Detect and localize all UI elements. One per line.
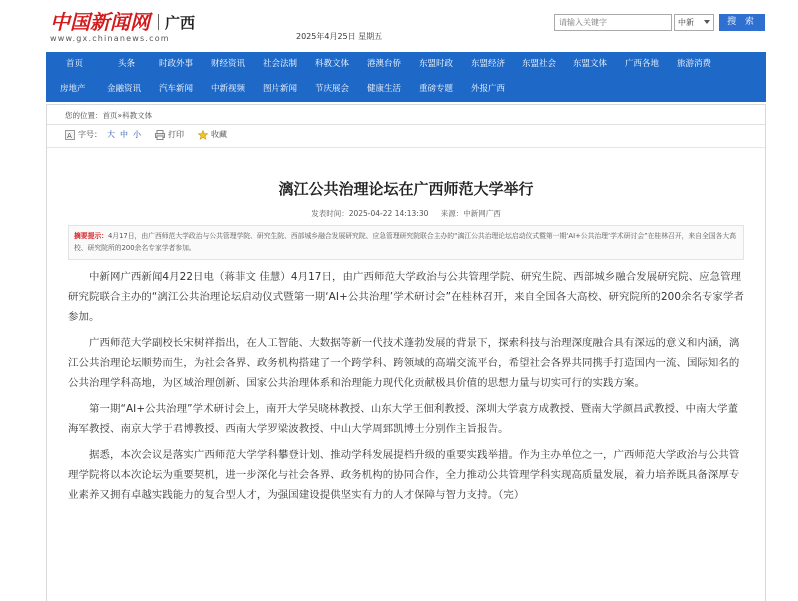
article-meta [47, 208, 765, 219]
nav-item[interactable]: 健康生活 [367, 84, 402, 94]
article-paragraph: 第一期“AI+公共治理”学术研讨会上，南开大学吴晓林教授、山东大学王佃利教授、深圳大学袁方成教授、暨南大学颜昌武教授、中南大学董海军教授、南京大学于君博教授、西南大学罗梁波教授、中山大学周郅凯博士分别作主旨报告。 [68, 403, 739, 435]
favorite-link[interactable]: 收藏 [211, 130, 227, 139]
article-paragraph: 据悉，本次会议是落实广西师范大学学科攀登计划、推动学科发展提档升级的重要实践举措。作为主办单位之一，广西师范大学政治与公共管理学院将以本次论坛为重要契机，进一步深化与社会各界、政务机构的协同合作，全力推动公共管理学科实现高质量发展，着力培养既具备深厚专业素养又拥有卓越实践能力的复合型人才，为强国建设提供坚实有力的人才保障与智力支持。（完） [68, 449, 740, 501]
search-button[interactable]: 搜 索 [719, 14, 765, 31]
logo-chinanews-text: 中国新闻网 [50, 10, 150, 34]
summary-label: 摘要提示： [74, 232, 108, 240]
article-paragraph: 广西师范大学副校长宋树祥指出，在人工智能、大数据等新一代技术蓬勃发展的背景下，探索科技与治理深度融合具有深远的意义和内涵，漓江公共治理论坛顺势而生，为社会各界、政务机构搭建了一个跨学科、跨领域的高端交流平台，希望社会各界共同携手打造国内一流、国际知名的公共治理学科高地，为区域治理创新、国家公共治理体系和治理能力现代化贡献极具价值的思想力量与切实可行的实践方案。 [68, 337, 740, 389]
site-header [0, 0, 798, 52]
nav-item[interactable]: 港澳台侨 [367, 59, 402, 69]
font-size-small-link[interactable]: 小 [133, 130, 141, 139]
logo-divider [158, 14, 159, 30]
font-size-icon [65, 130, 75, 140]
source-value: 中新网广西 [463, 209, 501, 218]
breadcrumb-separator: » [117, 111, 123, 120]
article-source [441, 209, 501, 218]
header-date: 2025年4月25日 星期五 [296, 32, 383, 41]
breadcrumb [65, 110, 152, 121]
nav-item[interactable]: 图片新闻 [263, 84, 298, 94]
source-label: 来源： [440, 209, 464, 218]
print-icon [155, 130, 165, 140]
nav-item[interactable]: 重磅专题 [419, 84, 454, 94]
font-size-medium-link[interactable]: 中 [120, 130, 128, 139]
nav-item[interactable]: 头条 [118, 59, 136, 69]
nav-item[interactable]: 首页 [66, 59, 84, 69]
breadcrumb-home-link[interactable]: 首页 [102, 111, 118, 120]
search-scope-value: 中新 [678, 18, 694, 27]
nav-item[interactable]: 东盟社会 [522, 59, 557, 69]
nav-item[interactable]: 广西各地 [625, 59, 660, 69]
font-size-label: 字号： [78, 130, 102, 139]
nav-row-2 [46, 77, 766, 102]
article-body [68, 267, 745, 511]
breadcrumb-section-link[interactable]: 科教文体 [122, 111, 153, 120]
nav-item[interactable]: 时政外事 [159, 59, 194, 69]
publish-time-value: 2025-04-22 14:13:30 [348, 209, 429, 218]
breadcrumb-bar [47, 105, 765, 125]
nav-item[interactable]: 金融资讯 [107, 84, 142, 94]
search-scope-select[interactable] [674, 14, 714, 31]
summary-text: 4月17日，由广西师范大学政治与公共管理学院、研究生院、西部城乡融合发展研究院、应急管理研究院联合主办的“漓江公共治理论坛启动仪式暨第一期‘AI+公共治理’学术研讨会”在桂林召开，来自全国各大高校、研究院所的200余名专家学者参加。 [74, 232, 736, 252]
svg-text:A: A [67, 131, 72, 140]
star-icon [198, 130, 208, 140]
nav-item[interactable]: 东盟时政 [419, 59, 454, 69]
print-link[interactable]: 打印 [168, 130, 184, 139]
tools-divider [47, 147, 765, 148]
publish-time [311, 209, 428, 218]
nav-item[interactable]: 房地产 [60, 84, 86, 94]
breadcrumb-prefix: 您的位置： [65, 111, 103, 120]
main-nav [46, 52, 766, 102]
logo-url: www.gx.chinanews.com [50, 34, 170, 43]
nav-item[interactable]: 节庆展会 [315, 84, 350, 94]
nav-item[interactable]: 科教文体 [315, 59, 350, 69]
nav-row-1 [46, 52, 766, 77]
nav-item[interactable]: 东盟文体 [573, 59, 608, 69]
article-tools [65, 129, 227, 140]
nav-item[interactable]: 东盟经济 [471, 59, 506, 69]
font-size-large-link[interactable]: 大 [107, 130, 115, 139]
nav-item[interactable]: 汽车新闻 [159, 84, 194, 94]
nav-item[interactable]: 外报广西 [471, 84, 506, 94]
nav-item[interactable]: 中新视频 [211, 84, 246, 94]
logo-region: 广西 [165, 14, 196, 32]
article-paragraph: 中新网广西新闻4月22日电（蒋菲文 佳慧）4月17日，由广西师范大学政治与公共管理学院、研究生院、西部城乡融合发展研究院、应急管理研究院联合主办的“漓江公共治理论坛启动仪式暨第一期‘AI+公共治理’学术研讨会”在桂林召开，来自全国各大高校、研究院所的200余名专家学者参加。 [68, 271, 745, 323]
nav-item[interactable]: 社会法制 [263, 59, 298, 69]
nav-item[interactable]: 旅游消费 [677, 59, 712, 69]
article-summary [68, 225, 744, 260]
article-container [46, 104, 766, 601]
nav-item[interactable]: 财经资讯 [211, 59, 246, 69]
search-input[interactable] [554, 14, 672, 31]
publish-time-label: 发表时间： [311, 209, 349, 218]
article-title: 漓江公共治理论坛在广西师范大学举行 [278, 180, 534, 198]
chevron-down-icon [704, 20, 710, 24]
site-logo[interactable] [50, 11, 195, 33]
